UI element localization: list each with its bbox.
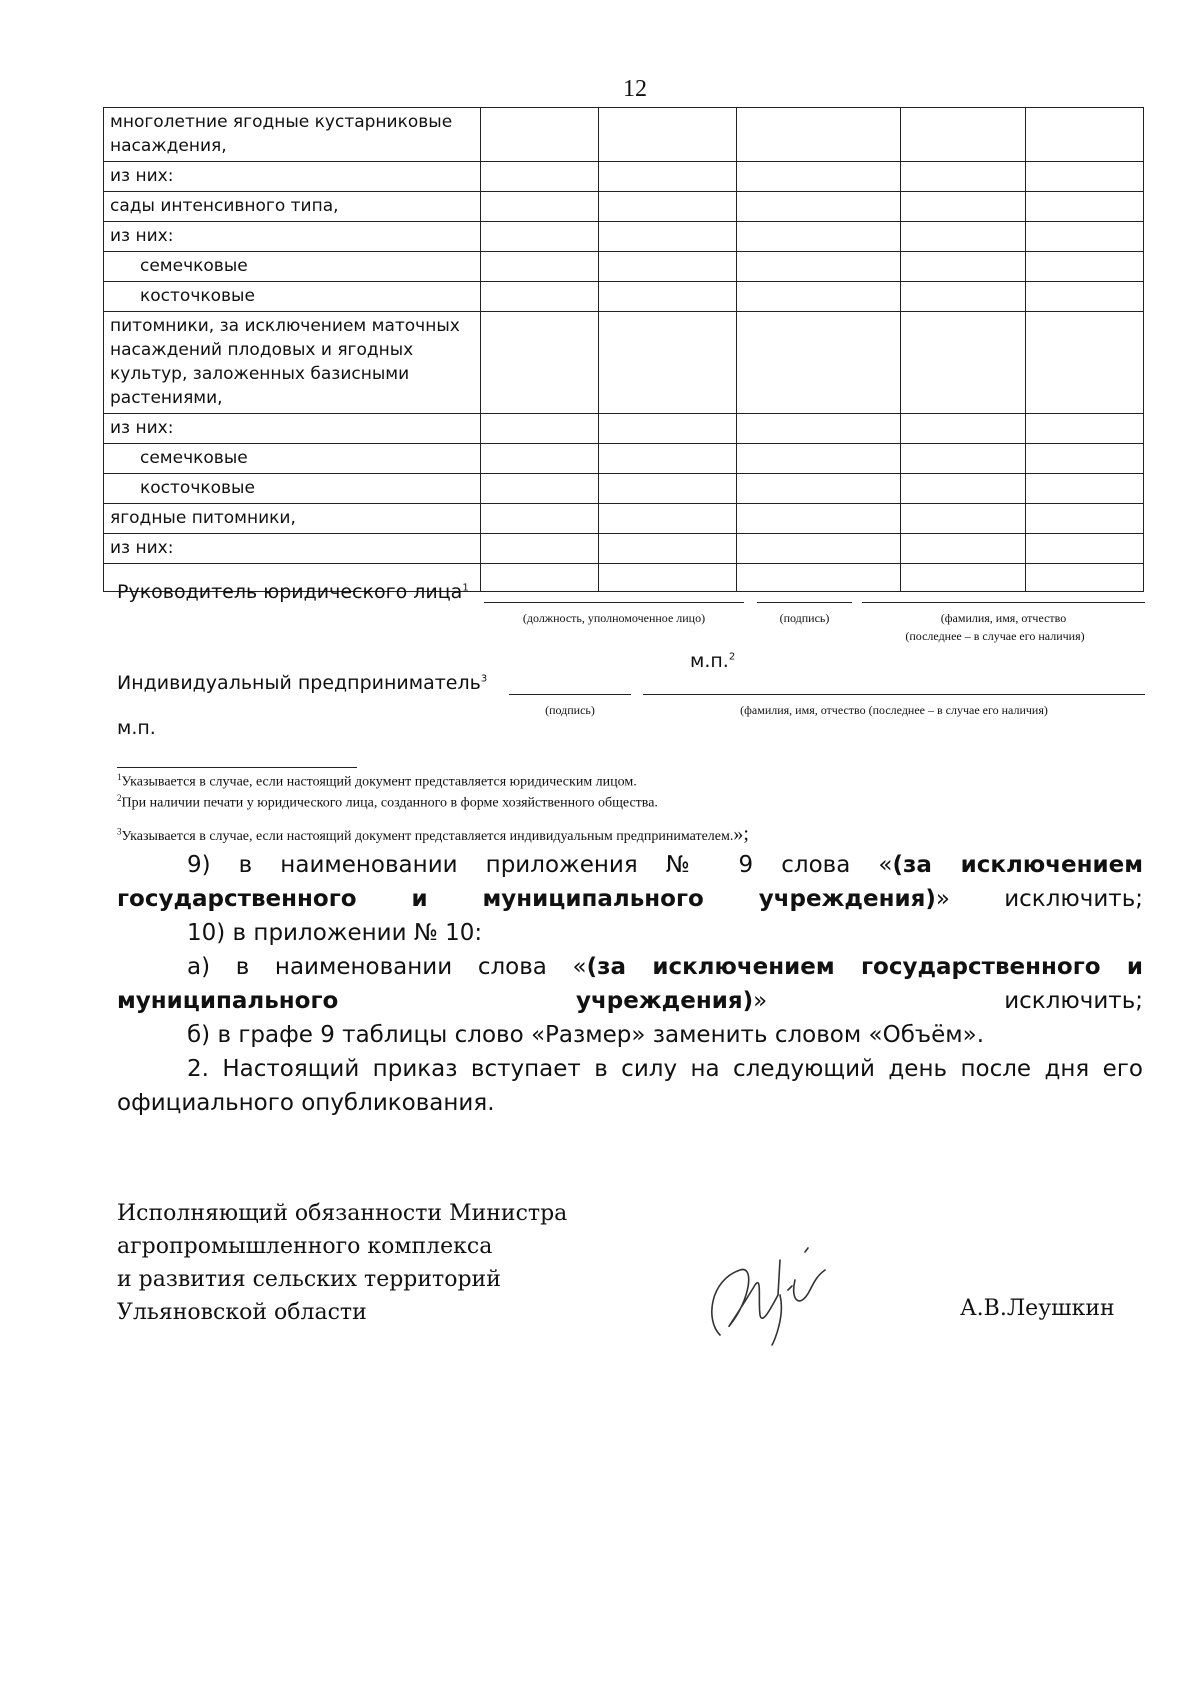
table-row — [104, 534, 1144, 564]
item-9 — [117, 848, 1143, 916]
amendments-body — [117, 848, 1143, 1120]
ip-label-block — [117, 672, 487, 694]
handwritten-signature — [700, 1240, 850, 1350]
table-cell — [481, 108, 599, 162]
caption-position: (должность, уполномоченное лицо) — [522, 611, 706, 625]
item-10a-bold: (за исключением государственного и муниципального учреждения) — [117, 954, 1143, 1014]
table-cell — [1026, 162, 1144, 192]
table-cell — [901, 162, 1026, 192]
item-9-a: 9) в наименовании приложения № 9 слова « — [187, 852, 893, 878]
caption-signature: (подпись) — [779, 611, 830, 625]
table-cell — [737, 564, 901, 592]
signer-line-1: Исполняющий обязанности Министра — [117, 1201, 568, 1226]
table-cell — [481, 222, 599, 252]
mp-ip: м.п. — [117, 717, 156, 739]
footnote-3-sup: 3 — [117, 826, 122, 837]
ip-label-sup: 3 — [480, 673, 488, 685]
head-label-sup: 1 — [462, 582, 469, 594]
table-cell — [737, 192, 901, 222]
table-cell — [901, 252, 1026, 282]
signer-line-4: Ульяновской области — [117, 1300, 367, 1325]
table-cell — [901, 108, 1026, 162]
form-table — [103, 107, 1144, 592]
table-cell — [901, 414, 1026, 444]
table-cell — [599, 252, 737, 282]
table-row — [104, 414, 1144, 444]
table-cell — [737, 474, 901, 504]
item-10: 10) в приложении № 10: — [187, 920, 483, 946]
row-label: из них: — [104, 162, 481, 192]
table-cell — [1026, 222, 1144, 252]
table-cell — [737, 222, 901, 252]
table-cell — [901, 474, 1026, 504]
mp-head — [690, 650, 735, 672]
item-10a-a: а) в наименовании слова « — [187, 954, 587, 980]
table-row — [104, 282, 1144, 312]
table-cell — [901, 222, 1026, 252]
table-cell — [599, 312, 737, 414]
table-cell — [481, 444, 599, 474]
row-label: семечковые — [104, 252, 481, 282]
item-9-bold: (за исключением государственного и муниципального учреждения) — [117, 852, 1143, 912]
table-row — [104, 222, 1144, 252]
table-cell — [737, 162, 901, 192]
table-cell — [1026, 474, 1144, 504]
table-cell — [737, 282, 901, 312]
ip-name-line — [643, 694, 1145, 695]
footnote-rule — [117, 767, 357, 768]
head-label: Руководитель юридического лица — [117, 581, 463, 603]
position-line — [484, 602, 744, 603]
footnote-2 — [117, 793, 658, 812]
footnote-1 — [117, 772, 637, 791]
table-cell — [1026, 534, 1144, 564]
table-cell — [481, 282, 599, 312]
row-label: из них: — [104, 534, 481, 564]
head-label-block — [117, 581, 469, 603]
table-cell — [737, 534, 901, 564]
table-cell — [1026, 444, 1144, 474]
table-cell — [1026, 108, 1144, 162]
table-cell — [481, 564, 599, 592]
signer-line-3: и развития сельских территорий — [117, 1267, 501, 1292]
table-cell — [901, 504, 1026, 534]
signature-line — [757, 602, 852, 603]
table-cell — [1026, 504, 1144, 534]
ip-caption-signature: (подпись) — [545, 703, 595, 717]
table-row — [104, 108, 1144, 162]
table-cell — [901, 282, 1026, 312]
footnote-2-text: При наличии печати у юридического лица, созданного в форме хозяйственного общества. — [121, 795, 658, 811]
row-label: из них: — [104, 222, 481, 252]
table-cell — [599, 282, 737, 312]
footnote-3-text: Указывается в случае, если настоящий документ представляется индивидуальным предпринимателем. — [121, 829, 734, 844]
table-cell — [599, 192, 737, 222]
table-cell — [1026, 252, 1144, 282]
table-cell — [1026, 414, 1144, 444]
ip-label: Индивидуальный предприниматель — [117, 672, 481, 694]
row-label: сады интенсивного типа, — [104, 192, 481, 222]
row-label: многолетние ягодные кустарниковые насаждения, — [104, 108, 481, 162]
signer-name: А.В.Леушкин — [960, 1296, 1115, 1321]
row-label: семечковые — [104, 444, 481, 474]
item-2: 2. Настоящий приказ вступает в силу на следующий день после дня его официального опубликования. — [117, 1056, 1143, 1116]
table-cell — [901, 312, 1026, 414]
table-row — [104, 192, 1144, 222]
table-cell — [901, 564, 1026, 592]
table-cell — [1026, 192, 1144, 222]
table-cell — [481, 534, 599, 564]
table-row — [104, 252, 1144, 282]
row-label: из них: — [104, 414, 481, 444]
table-row — [104, 444, 1144, 474]
table-cell — [737, 444, 901, 474]
row-label: ягодные питомники, — [104, 504, 481, 534]
footnote-2-sup: 2 — [117, 793, 122, 803]
table-row — [104, 504, 1144, 534]
table-cell — [481, 192, 599, 222]
table-row — [104, 312, 1144, 414]
table-cell — [599, 162, 737, 192]
table-cell — [481, 414, 599, 444]
table-cell — [1026, 282, 1144, 312]
table-cell — [737, 414, 901, 444]
table-cell — [737, 312, 901, 414]
table-cell — [599, 564, 737, 592]
table-cell — [737, 504, 901, 534]
signer-line-2: агропромышленного комплекса — [117, 1234, 493, 1259]
table-cell — [1026, 312, 1144, 414]
footnote-3-tail: »; — [733, 823, 749, 845]
item-10b: б) в графе 9 таблицы слово «Размер» заменить словом «Объём». — [187, 1022, 985, 1048]
footnote-3 — [117, 823, 749, 846]
mp-head-sup: 2 — [728, 651, 736, 663]
table-cell — [481, 474, 599, 504]
caption-name-line1: (фамилия, имя, отчество — [940, 611, 1067, 625]
page-number: 12 — [623, 76, 647, 102]
table-cell — [599, 534, 737, 564]
signer-title — [117, 1197, 567, 1329]
table-cell — [901, 192, 1026, 222]
table-cell — [599, 108, 737, 162]
footnote-1-text: Указывается в случае, если настоящий документ представляется юридическим лицом. — [121, 774, 637, 790]
table-cell — [481, 162, 599, 192]
caption-name-line2: (последнее – в случае его наличия) — [905, 629, 1085, 643]
table-cell — [901, 444, 1026, 474]
table-cell — [737, 108, 901, 162]
name-line — [862, 602, 1145, 603]
item-10a — [117, 950, 1143, 1018]
table-cell — [481, 312, 599, 414]
table-cell — [599, 474, 737, 504]
table-row — [104, 162, 1144, 192]
row-label: питомники, за исключением маточных насаждений плодовых и ягодных культур, заложенных базисными растениями, — [104, 312, 481, 414]
table-cell — [481, 504, 599, 534]
ip-caption-name: (фамилия, имя, отчество (последнее – в случае его наличия) — [740, 703, 1048, 717]
item-10a-b: » исключить; — [753, 988, 1143, 1014]
table-cell — [599, 504, 737, 534]
row-label: косточковые — [104, 282, 481, 312]
ip-signature-line — [509, 694, 631, 695]
table-cell — [599, 414, 737, 444]
table-cell — [599, 222, 737, 252]
table-cell — [901, 534, 1026, 564]
table-cell — [599, 444, 737, 474]
table-cell — [481, 252, 599, 282]
footnote-1-sup: 1 — [117, 772, 122, 782]
table-cell — [737, 252, 901, 282]
row-label: косточковые — [104, 474, 481, 504]
table-cell — [1026, 564, 1144, 592]
table-row — [104, 474, 1144, 504]
item-9-b: » исключить; — [935, 886, 1143, 912]
mp-head-text: м.п. — [690, 650, 729, 672]
